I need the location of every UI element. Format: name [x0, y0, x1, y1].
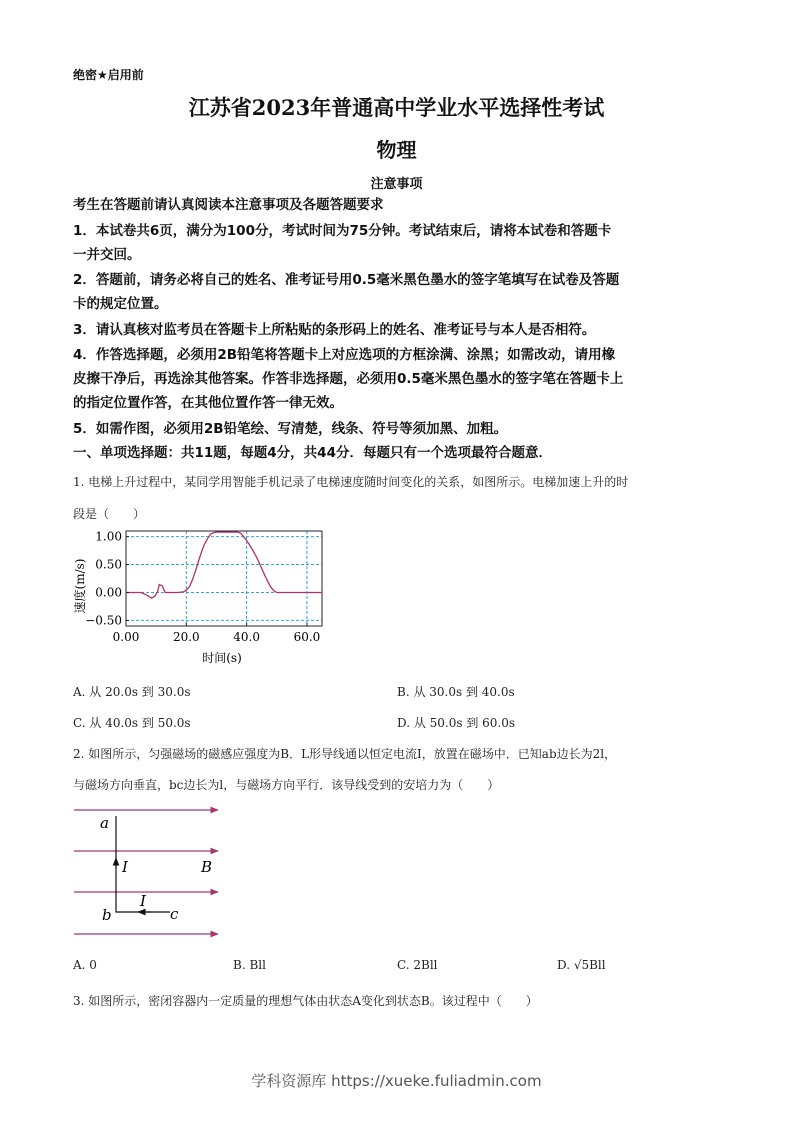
y-tick-label: 1.00 — [95, 529, 122, 544]
label-current-vertical: I — [122, 858, 128, 876]
label-c: c — [170, 905, 179, 923]
chart-frame — [126, 531, 322, 626]
velocity-time-chart — [70, 526, 340, 668]
q2-option-a: A. 0 — [73, 958, 97, 972]
notice-line: 3．请认真核对监考员在答题卡上所粘贴的条形码上的姓名、准考证号与本人是否相符。 — [73, 322, 596, 338]
notice-heading: 注意事项 — [370, 177, 423, 192]
q2-option-b: B. Bll — [233, 958, 266, 972]
chart-grid — [126, 531, 322, 626]
subject-title: 物理 — [376, 138, 417, 162]
y-tick-label: 0.50 — [95, 557, 122, 572]
x-tick-label: 20.0 — [172, 630, 200, 644]
x-tick-label: 60.0 — [293, 630, 321, 644]
q2-option-d: D. √5Bll — [557, 958, 606, 972]
q1-stem-cont: 段是（ ） — [73, 507, 146, 521]
velocity-series-line — [126, 532, 322, 598]
y-tick-label: 0.00 — [95, 585, 122, 600]
label-current-horizontal: I — [140, 892, 146, 910]
q1-option-c: C. 从 40.0s 到 50.0s — [73, 716, 191, 730]
notice-line: 4．作答选择题，必须用2B铅笔将答题卡上对应选项的方框涂满、涂黑；如需改动，请用橡 — [73, 347, 616, 363]
chart-ticks — [85, 530, 320, 644]
notice-line: 卡的规定位置。 — [73, 296, 168, 312]
exam-title: 江苏省2023年普通高中学业水平选择性考试 — [188, 95, 605, 120]
label-a: a — [100, 814, 109, 832]
notice-line: 一并交回。 — [73, 247, 141, 263]
notice-line: 的指定位置作答，在其他位置作答一律无效。 — [73, 395, 343, 411]
q1-option-d: D. 从 50.0s 到 60.0s — [397, 716, 516, 730]
notice-line: 1．本试卷共6页，满分为100分，考试时间为75分钟。考试结束后，请将本试卷和答题卡 — [73, 223, 612, 239]
label-field-b: B — [201, 858, 213, 876]
y-axis-label: 速度(m/s) — [73, 558, 87, 614]
q2-option-c: C. 2Bll — [397, 958, 438, 972]
x-tick-label: 40.0 — [233, 630, 260, 644]
q1-option-a: A. 从 20.0s 到 30.0s — [73, 685, 191, 699]
q1-stem: 1. 电梯上升过程中，某同学用智能手机记录了电梯速度随时间变化的关系，如图所示。电梯加速上升的时 — [73, 475, 629, 489]
confidential-label: 绝密★启用前 — [73, 68, 144, 82]
notice-line: 5．如需作图，必须用2B铅笔绘、写清楚，线条、符号等须加黑、加粗。 — [73, 421, 508, 437]
x-tick-label: 0.00 — [112, 630, 140, 644]
notice-line: 2．答题前，请务必将自己的姓名、准考证号用0.5毫米黑色墨水的签字笔填写在试卷及答题 — [73, 272, 620, 288]
notice-intro: 考生在答题前请认真阅读本注意事项及各题答题要求 — [73, 197, 384, 213]
x-axis-label: 时间(s) — [202, 651, 242, 665]
q1-option-b: B. 从 30.0s 到 40.0s — [397, 685, 515, 699]
q2-stem: 2. 如图所示，匀强磁场的磁感应强度为B．L形导线通以恒定电流I，放置在磁场中．已知ab边长为2l， — [73, 747, 617, 761]
label-b: b — [102, 906, 112, 924]
footer-watermark: 学科资源库 https://xueke.fuliadmin.com — [251, 1072, 542, 1090]
section-heading: 一、单项选择题：共11题，每题4分，共44分．每题只有一个选项最符合题意． — [73, 445, 552, 461]
y-tick-label: −0.50 — [85, 613, 122, 628]
q2-stem-cont: 与磁场方向垂直，bc边长为l，与磁场方向平行．该导线受到的安培力为（ ） — [73, 778, 500, 792]
q3-stem: 3. 如图所示，密闭容器内一定质量的理想气体由状态A变化到状态B。该过程中（ ） — [73, 994, 538, 1008]
magnetic-field-diagram — [70, 798, 230, 943]
notice-line: 皮擦干净后，再选涂其他答案。作答非选择题，必须用0.5毫米黑色墨水的签字笔在答题卡上 — [73, 371, 624, 387]
